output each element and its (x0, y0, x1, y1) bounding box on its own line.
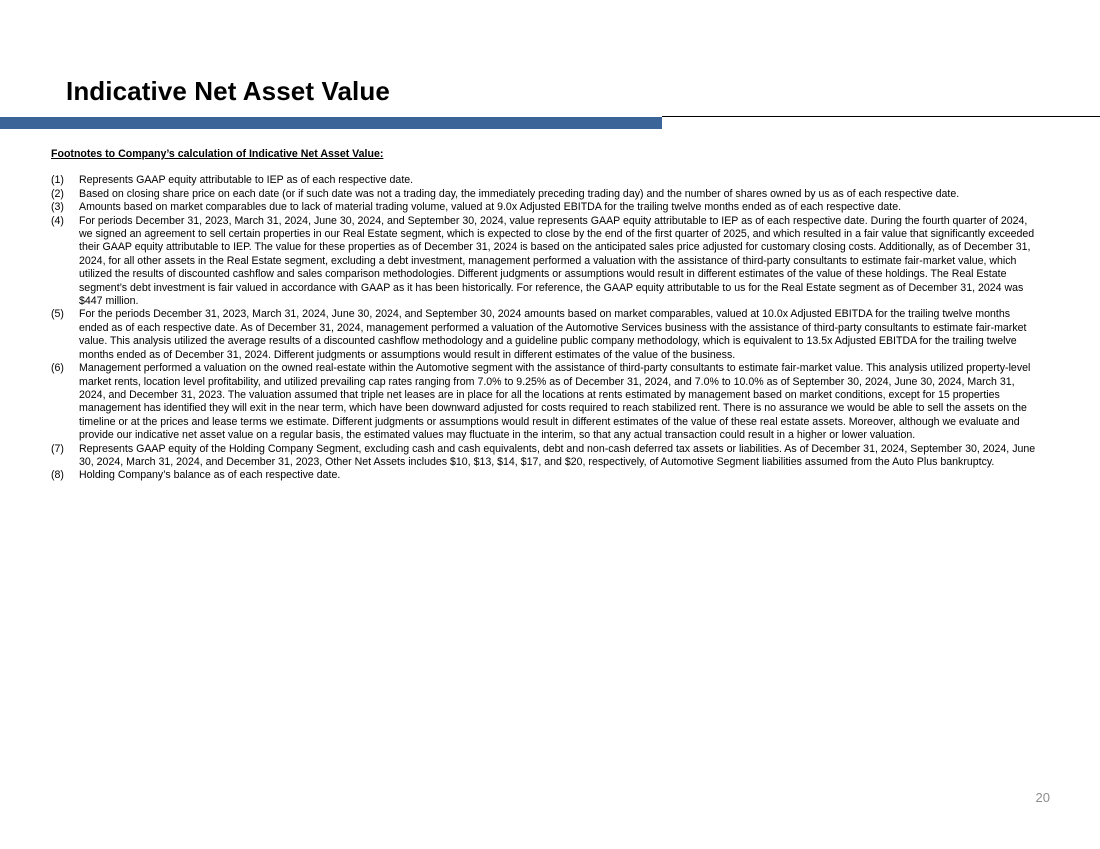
footnote-item (51, 362, 1036, 442)
footnote-number: (2) (51, 187, 64, 200)
footnote-text: Management performed a valuation on the owned real-estate within the Automotive segment with the assistance of third-party consultants to estimate fair-market value. This analysis utilized property-level market rents, location level profitability, and utilized prevailing cap rates ranging from 7.0% to 9.25% as of December 31, 2024, and 7.0% to 10.0% as of September 30, 2024, June 30, 2024, March 31, 2024, and December 31, 2023. The valuation assumed that triple net leases are in place for all the locations at rents estimated by management based on market conditions, except for 15 properties management has identified they will exit in the near term, which have been downward adjusted for costs required to reach stabilized rent. There is no assurance we would be able to sell the assets on the timeline or at the prices and lease terms we estimate. Different judgments or assumptions would result in different estimates of the value of these real estate assets. Moreover, although we evaluate and provide our indicative net asset value on a regular basis, the estimated values may fluctuate in the interim, so that any actual transaction could result in a higher or lower valuation. (79, 362, 1031, 442)
footnote-text: For the periods December 31, 2023, March 31, 2024, June 30, 2024, and September 30, 2024 amounts based on market comparables, valued at 10.0x Adjusted EBITDA for the trailing twelve months ended as of each respective date. As of December 31, 2024, management performed a valuation of the Automotive Services business with the assistance of third-party consultants to estimate fair-market value. This analysis utilized the average results of a discounted cashflow methodology and a guideline public company methodology, which is equivalent to 13.5x Adjusted EBITDA for the trailing twelve months ended as of December 31, 2024. Different judgments or assumptions would result in different estimates of the value of the business. (79, 308, 1027, 361)
title-divider-line (662, 116, 1100, 117)
footnote-number: (8) (51, 469, 64, 482)
footnotes-heading: Footnotes to Company’s calculation of Indicative Net Asset Value: (51, 148, 384, 160)
footnote-item (51, 201, 1036, 214)
footnote-number: (5) (51, 308, 64, 321)
footnote-number: (7) (51, 442, 64, 455)
footnote-text: Holding Company’s balance as of each respective date. (79, 469, 341, 482)
footnote-text: Represents GAAP equity of the Holding Company Segment, excluding cash and cash equivalents, debt and non-cash deferred tax assets or liabilities. As of December 31, 2024, September 30, 2024, June 30, 2024, March 31, 2024, and December 31, 2023, Other Net Assets includes $10, $13, $14, $17, and $20, respectively, of Automotive Segment liabilities assumed from the Auto Plus bankruptcy. (79, 442, 1036, 468)
footnote-item (51, 174, 1036, 187)
footnote-item (51, 188, 1036, 201)
page-number: 20 (1035, 790, 1050, 805)
page-title: Indicative Net Asset Value (66, 76, 390, 106)
footnote-text: Based on closing share price on each date (or if such date was not a trading day, the immediately preceding trading day) and the number of shares owned by us as of each respective date. (79, 187, 960, 200)
title-accent-bar (0, 117, 662, 129)
footnote-text: Amounts based on market comparables due to lack of material trading volume, valued at 9.0x Adjusted EBITDA for the trailing twelve months ended as of each respective date. (79, 201, 902, 214)
footnote-item (51, 443, 1036, 470)
footnote-text: For periods December 31, 2023, March 31, 2024, June 30, 2024, and September 30, 2024, value represents GAAP equity attributable to IEP as of each respective date. During the fourth quarter of 2024, we signed an agreement to sell certain properties in our Real Estate segment, which is expected to close by the end of the first quarter of 2025, and which resulted in a fair value that significantly exceeded their GAAP equity attributable to IEP. The value for these properties as of December 31, 2024 is based on the anticipated sales price adjusted for customary closing costs. Additionally, as of December 31, 2024, for all other assets in the Real Estate segment, excluding a debt investment, management performed a valuation with the assistance of third-party consultants to estimate fair-market value, which utilized the results of discounted cashflow and sales comparison methodologies. Different judgments or assumptions would result in different estimates of the value of these holdings. The Real Estate segment’s debt investment is fair valued in accordance with GAAP as it has been historically. For reference, the GAAP equity attributable to us for the Real Estate segment as of December 31, 2024 was $447 million. (79, 214, 1035, 308)
footnote-number: (3) (51, 201, 64, 214)
footnotes-list (51, 174, 1036, 482)
footnote-number: (4) (51, 214, 64, 227)
footnote-item (51, 308, 1036, 362)
footnote-item (51, 469, 1036, 482)
footnote-number: (1) (51, 174, 64, 187)
footnote-item (51, 215, 1036, 309)
footnote-number: (6) (51, 362, 64, 375)
footnote-text: Represents GAAP equity attributable to IEP as of each respective date. (79, 174, 414, 187)
footnotes-section (51, 148, 1036, 483)
